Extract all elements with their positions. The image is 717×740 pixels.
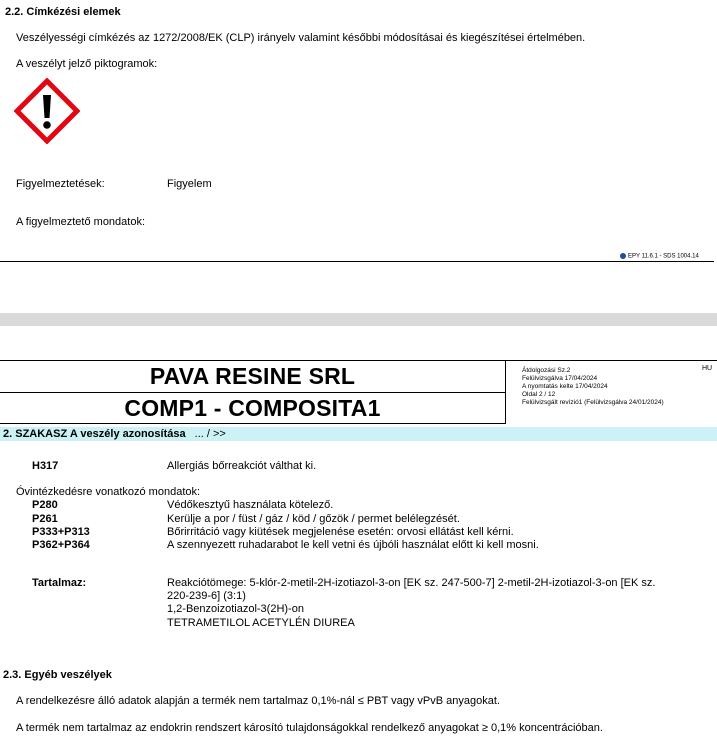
pictogram-label: A veszélyt jelző piktogramok: (16, 58, 158, 70)
pbt-statement: A rendelkezésre álló adatok alapján a termék nem tartalmaz 0,1%-nál ≤ PBT vagy vPvB anyagokat. (16, 695, 500, 707)
exclamation-mark-pictogram-icon (14, 78, 80, 144)
page-bottom-rule (0, 261, 714, 262)
contains-line: 1,2-Benzoizotiazol-3(2H)-on (167, 603, 304, 615)
section-title-text: 2. SZAKASZ A veszély azonosítása (3, 428, 186, 440)
precaution-code: P362+P364 (32, 539, 90, 551)
header-divider (0, 392, 505, 393)
contains-line: TETRAMETILOL ACETYLÉN DIUREA (167, 617, 355, 629)
precaution-text: Védőkesztyű használata kötelező. (167, 499, 334, 511)
hazard-statements-label: A figyelmeztető mondatok: (16, 216, 146, 228)
language-code: HU (702, 365, 713, 372)
meta-page: Oldal 2 / 12 (522, 391, 556, 398)
precaution-text: Kerülje a por / füst / gáz / köd / gőzök / permet belélegzését. (167, 513, 460, 525)
contains-label: Tartalmaz: (32, 577, 87, 589)
product-name: COMP1 - COMPOSITA1 (124, 395, 381, 421)
meta-printed: A nyomtatás kelte 17/04/2024 (522, 383, 608, 390)
endocrine-statement: A termék nem tartalmaz az endokrin rendszert károsító tulajdonságokkal rendelkező anyagokat ≥ 0,1% koncentrációban. (16, 722, 603, 734)
document-meta (522, 367, 664, 407)
section-heading-other-hazards: 2.3. Egyéb veszélyek (3, 669, 112, 681)
precaution-label: Óvintézkedésre vonatkozó mondatok: (16, 486, 201, 498)
meta-revised: Felülvizsgálva 17/04/2024 (522, 375, 598, 382)
footer-text: EPY 11.6.1 - SDS 1004.14 (628, 253, 699, 260)
header-vertical-divider (505, 360, 506, 424)
precaution-code: P333+P313 (32, 526, 90, 538)
header-bottom-rule (0, 423, 505, 424)
precaution-text: A szennyezett ruhadarabot le kell vetni és újbóli használat előtt ki kell mosni. (167, 539, 539, 551)
meta-revision: Átdolgozási Sz.2 (522, 367, 571, 374)
hazard-text: Allergiás bőrreakciót válthat ki. (167, 460, 317, 472)
page-separator (0, 313, 717, 326)
section-heading-labelling: 2.2. Címkézési elemek (5, 6, 121, 18)
precaution-code: P261 (32, 513, 58, 525)
hazard-code: H317 (32, 460, 59, 472)
signal-word: Figyelem (167, 178, 212, 190)
company-name: PAVA RESINE SRL (149, 363, 356, 389)
epy-logo-icon (620, 253, 626, 259)
continued-marker: ... / >> (194, 428, 226, 440)
section-title (3, 428, 226, 440)
warning-label: Figyelmeztetések: (16, 178, 105, 190)
contains-line: Reakciótömege: 5-klór-2-metil-2H-izotiazol-3-on [EK sz. 247-500-7] 2-metil-2H-izotiazol-3-on [EK sz. (167, 577, 656, 589)
precaution-code: P280 (32, 499, 58, 511)
precaution-text: Bőrirritáció vagy kiütések megjelenése esetén: orvosi ellátást kell kérni. (167, 526, 514, 538)
meta-previous-revision: Felülvizsgált revízió1 (Felülvizsgálva 24/01/2024) (522, 399, 664, 406)
contains-line: 220-239-6] (3:1) (167, 590, 246, 602)
software-footer (620, 253, 699, 260)
clp-intro-text: Veszélyességi címkézés az 1272/2008/EK (CLP) irányelv valamint későbbi módosításai és kiegészítései értelmében. (16, 32, 586, 44)
